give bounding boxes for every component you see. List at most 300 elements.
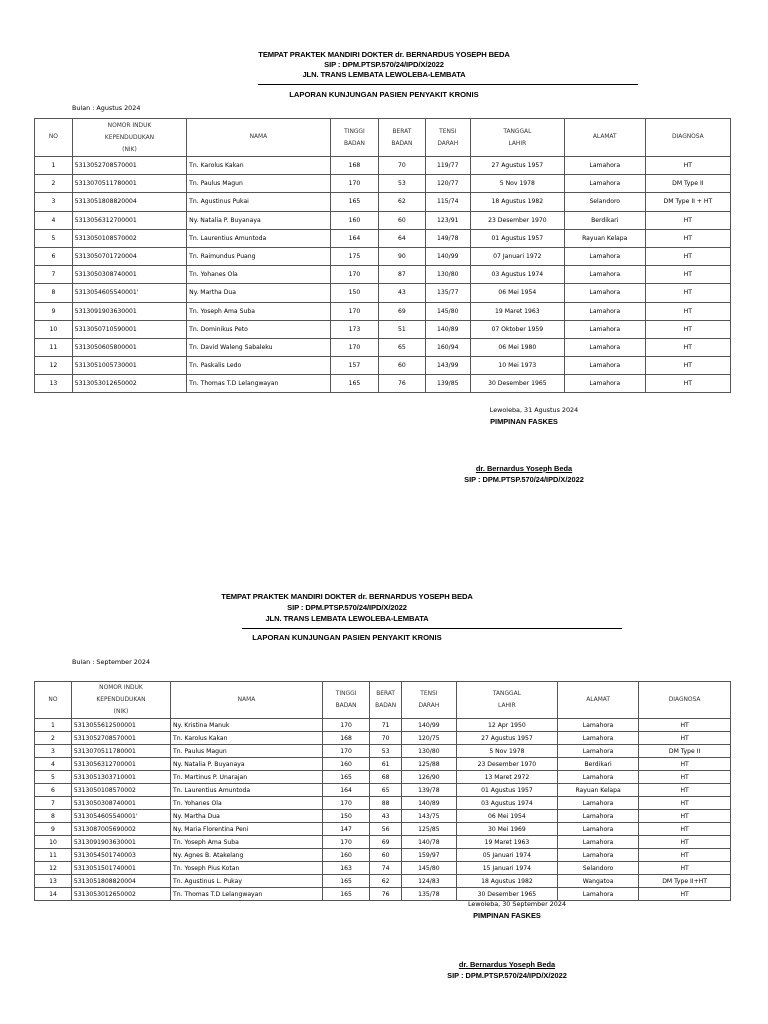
header-divider <box>258 84 638 85</box>
col-diagnosa: DIAGNOSA <box>645 119 730 157</box>
cell-no: 14 <box>35 888 72 901</box>
cell-tinggi-badan: 165 <box>330 375 379 393</box>
cell-diagnosa: HT <box>639 823 731 836</box>
table-row <box>35 797 731 810</box>
cell-nik: 5313050701720004 <box>72 247 186 265</box>
clinic-address: JLN. TRANS LEMBATA LEWOLEBA-LEMBATA <box>302 70 466 79</box>
cell-no: 8 <box>35 284 73 302</box>
patient-table <box>34 118 731 393</box>
cell-nama: Tn. Raimundus Puang <box>187 247 331 265</box>
cell-no: 12 <box>35 357 73 375</box>
signature-sip: SIP : DPM.PTSP.570/24/IPD/X/2022 <box>464 475 584 484</box>
cell-berat-badan: 87 <box>379 266 425 284</box>
cell-diagnosa: HT <box>639 836 731 849</box>
cell-diagnosa: HT <box>645 211 730 229</box>
cell-tensi-darah: 140/89 <box>425 320 470 338</box>
cell-tanggal-lahir: 19 Maret 1963 <box>456 836 557 849</box>
cell-nik: 5313053012650002 <box>71 888 170 901</box>
cell-alamat: Selandoro <box>558 862 639 875</box>
cell-no: 2 <box>35 175 73 193</box>
cell-tinggi-badan: 160 <box>330 211 379 229</box>
cell-alamat: Rayuan Kelapa <box>564 229 645 247</box>
cell-tinggi-badan: 170 <box>322 719 369 732</box>
cell-nik: 5313070511780001 <box>72 175 186 193</box>
cell-alamat: Lamahora <box>564 247 645 265</box>
cell-berat-badan: 88 <box>370 797 402 810</box>
table-row <box>35 771 731 784</box>
cell-nama: Tn. Karolus Kakan <box>187 157 331 175</box>
cell-tanggal-lahir: 10 Mei 1973 <box>470 357 564 375</box>
cell-nama: Ny. Kristina Manuk <box>171 719 323 732</box>
cell-berat-badan: 51 <box>379 320 425 338</box>
cell-tinggi-badan: 165 <box>330 193 379 211</box>
cell-berat-badan: 64 <box>379 229 425 247</box>
cell-tinggi-badan: 164 <box>322 784 369 797</box>
cell-berat-badan: 60 <box>379 211 425 229</box>
cell-tinggi-badan: 170 <box>322 745 369 758</box>
cell-alamat: Lamahora <box>558 888 639 901</box>
cell-berat-badan: 70 <box>379 157 425 175</box>
cell-nama: Tn. David Waleng Sabaleku <box>187 338 331 356</box>
cell-nama: Tn. Thomas T.D Lelangwayan <box>171 888 323 901</box>
signature-place-date: Lewoleba, 31 Agustus 2024 <box>489 406 579 414</box>
cell-no: 4 <box>35 758 72 771</box>
cell-alamat: Wangatoa <box>558 875 639 888</box>
cell-alamat: Berdikari <box>558 758 639 771</box>
cell-tensi-darah: 149/78 <box>425 229 470 247</box>
cell-tinggi-badan: 165 <box>322 875 369 888</box>
col-alamat: ALAMAT <box>564 119 645 157</box>
cell-diagnosa: HT <box>639 849 731 862</box>
cell-berat-badan: 60 <box>370 849 402 862</box>
cell-nik: 5313054605540001' <box>71 810 170 823</box>
cell-berat-badan: 43 <box>379 284 425 302</box>
table-row <box>35 193 731 211</box>
cell-no: 4 <box>35 211 73 229</box>
cell-no: 13 <box>35 875 72 888</box>
cell-tanggal-lahir: 27 Agustus 1957 <box>470 157 564 175</box>
cell-alamat: Lamahora <box>558 836 639 849</box>
cell-tinggi-badan: 157 <box>330 357 379 375</box>
cell-tinggi-badan: 160 <box>322 758 369 771</box>
table-row <box>35 810 731 823</box>
cell-nik: 5313055612500001 <box>71 719 170 732</box>
cell-nik: 5313087005690002 <box>71 823 170 836</box>
table-row <box>35 732 731 745</box>
cell-berat-badan: 53 <box>370 745 402 758</box>
cell-nama: Tn. Thomas T.D Lelangwayan <box>187 375 331 393</box>
cell-berat-badan: 53 <box>379 175 425 193</box>
cell-tanggal-lahir: 15 Januari 1974 <box>456 862 557 875</box>
cell-no: 9 <box>35 302 73 320</box>
cell-alamat: Lamahora <box>558 849 639 862</box>
cell-nama: Tn. Laurentius Amuntoda <box>171 784 323 797</box>
cell-no: 2 <box>35 732 72 745</box>
cell-tinggi-badan: 168 <box>322 732 369 745</box>
clinic-name: TEMPAT PRAKTEK MANDIRI DOKTER dr. BERNARDUS YOSEPH BEDA <box>221 592 473 601</box>
table-row <box>35 247 731 265</box>
cell-alamat: Berdikari <box>564 211 645 229</box>
cell-alamat: Lamahora <box>558 823 639 836</box>
table-row <box>35 338 731 356</box>
cell-diagnosa: HT <box>645 302 730 320</box>
table-row <box>35 266 731 284</box>
cell-diagnosa: HT <box>639 732 731 745</box>
report-title: LAPORAN KUNJUNGAN PASIEN PENYAKIT KRONIS <box>252 633 442 642</box>
cell-tensi-darah: 125/88 <box>401 758 456 771</box>
table-row <box>35 758 731 771</box>
cell-diagnosa: DM Type II <box>639 745 731 758</box>
cell-tanggal-lahir: 06 Mei 1980 <box>470 338 564 356</box>
cell-diagnosa: HT <box>639 862 731 875</box>
cell-berat-badan: 60 <box>379 357 425 375</box>
cell-tensi-darah: 140/89 <box>401 797 456 810</box>
cell-diagnosa: HT <box>639 758 731 771</box>
cell-tinggi-badan: 165 <box>322 771 369 784</box>
cell-berat-badan: 76 <box>370 888 402 901</box>
cell-diagnosa: HT <box>639 784 731 797</box>
cell-diagnosa: HT <box>639 810 731 823</box>
cell-nama: Tn. Paulus Magun <box>171 745 323 758</box>
cell-no: 3 <box>35 193 73 211</box>
cell-no: 1 <box>35 157 73 175</box>
cell-alamat: Lamahora <box>558 810 639 823</box>
cell-nik: 5313050308740001 <box>71 797 170 810</box>
signature-role: PIMPINAN FASKES <box>490 417 558 426</box>
cell-nama: Tn. Agustinus Pukai <box>187 193 331 211</box>
cell-nama: Ny. Natalia P. Buyanaya <box>187 211 331 229</box>
cell-tensi-darah: 139/85 <box>425 375 470 393</box>
signature-place-date: Lewoleba, 30 September 2024 <box>467 900 567 908</box>
cell-alamat: Lamahora <box>564 175 645 193</box>
col-no: NO <box>35 682 72 719</box>
cell-tensi-darah: 135/77 <box>425 284 470 302</box>
cell-tanggal-lahir: 13 Maret 2972 <box>456 771 557 784</box>
cell-alamat: Lamahora <box>564 302 645 320</box>
col-tensi-darah: TENSI DARAH <box>401 682 456 719</box>
signature-role: PIMPINAN FASKES <box>473 911 541 920</box>
table-row <box>35 888 731 901</box>
cell-tensi-darah: 143/75 <box>401 810 456 823</box>
cell-nama: Ny. Natalia P. Buyanaya <box>171 758 323 771</box>
cell-nik: 5313050108570002 <box>72 229 186 247</box>
cell-nik: 5313050108570002 <box>71 784 170 797</box>
cell-tensi-darah: 139/78 <box>401 784 456 797</box>
cell-tanggal-lahir: 5 Nov 1978 <box>470 175 564 193</box>
cell-tanggal-lahir: 06 Mei 1954 <box>456 810 557 823</box>
cell-alamat: Lamahora <box>564 338 645 356</box>
table-row <box>35 229 731 247</box>
cell-tinggi-badan: 150 <box>322 810 369 823</box>
table-row <box>35 284 731 302</box>
cell-tensi-darah: 140/78 <box>401 836 456 849</box>
col-diagnosa: DIAGNOSA <box>639 682 731 719</box>
cell-no: 8 <box>35 810 72 823</box>
cell-berat-badan: 43 <box>370 810 402 823</box>
cell-nama: Tn. Yoseph Ama Suba <box>187 302 331 320</box>
cell-tanggal-lahir: 12 Apr 1950 <box>456 719 557 732</box>
table-row <box>35 357 731 375</box>
cell-tinggi-badan: 150 <box>330 284 379 302</box>
cell-diagnosa: DM Type II <box>645 175 730 193</box>
cell-nama: Tn. Laurentius Amuntoda <box>187 229 331 247</box>
cell-nama: Tn. Paskalis Ledo <box>187 357 331 375</box>
cell-nama: Tn. Agustinus L. Pukay <box>171 875 323 888</box>
cell-tinggi-badan: 170 <box>322 836 369 849</box>
cell-berat-badan: 76 <box>379 375 425 393</box>
cell-alamat: Rayuan Kelapa <box>558 784 639 797</box>
cell-berat-badan: 65 <box>370 784 402 797</box>
cell-tanggal-lahir: 30 Desember 1965 <box>470 375 564 393</box>
cell-diagnosa: HT <box>645 284 730 302</box>
table-row <box>35 320 731 338</box>
col-tinggi-badan: TINGGI BADAN <box>322 682 369 719</box>
cell-alamat: Selandoro <box>564 193 645 211</box>
cell-tinggi-badan: 170 <box>330 338 379 356</box>
cell-tensi-darah: 159/97 <box>401 849 456 862</box>
cell-diagnosa: HT <box>645 338 730 356</box>
cell-diagnosa: HT <box>645 266 730 284</box>
cell-tensi-darah: 130/80 <box>425 266 470 284</box>
table-row <box>35 302 731 320</box>
cell-tensi-darah: 160/94 <box>425 338 470 356</box>
cell-no: 5 <box>35 229 73 247</box>
cell-tanggal-lahir: 18 Agustus 1982 <box>470 193 564 211</box>
cell-tensi-darah: 123/91 <box>425 211 470 229</box>
cell-tanggal-lahir: 07 Oktober 1959 <box>470 320 564 338</box>
cell-nik: 5313070511780001 <box>71 745 170 758</box>
cell-berat-badan: 61 <box>370 758 402 771</box>
cell-diagnosa: HT <box>639 797 731 810</box>
col-nik: NOMOR INDUK KEPENDUDUKAN (NIK) <box>72 119 186 157</box>
col-no: NO <box>35 119 73 157</box>
cell-tinggi-badan: 163 <box>322 862 369 875</box>
cell-no: 10 <box>35 836 72 849</box>
table-row <box>35 745 731 758</box>
cell-nik: 5313050308740001 <box>72 266 186 284</box>
cell-no: 11 <box>35 849 72 862</box>
cell-diagnosa: HT <box>639 719 731 732</box>
cell-tensi-darah: 135/78 <box>401 888 456 901</box>
cell-alamat: Lamahora <box>558 745 639 758</box>
table-row <box>35 375 731 393</box>
cell-nama: Ny. Martha Dua <box>187 284 331 302</box>
cell-nama: Ny. Agnes B. Atakelang <box>171 849 323 862</box>
col-tanggal-lahir: TANGGAL LAHIR <box>456 682 557 719</box>
cell-berat-badan: 69 <box>379 302 425 320</box>
cell-alamat: Lamahora <box>564 266 645 284</box>
cell-nama: Ny. Maria Florentina Peni <box>171 823 323 836</box>
signature-name: dr. Bernardus Yoseph Beda <box>475 464 573 473</box>
cell-tanggal-lahir: 23 Desember 1970 <box>456 758 557 771</box>
cell-nik: 5313051808820004 <box>71 875 170 888</box>
cell-tanggal-lahir: 5 Nov 1978 <box>456 745 557 758</box>
cell-tensi-darah: 143/99 <box>425 357 470 375</box>
cell-tinggi-badan: 170 <box>330 266 379 284</box>
clinic-sip: SIP : DPM.PTSP.570/24/IPD/X/2022 <box>287 603 407 612</box>
clinic-address: JLN. TRANS LEMBATA LEWOLEBA-LEMBATA <box>265 614 429 623</box>
cell-alamat: Lamahora <box>564 284 645 302</box>
cell-berat-badan: 70 <box>370 732 402 745</box>
cell-no: 6 <box>35 247 73 265</box>
cell-alamat: Lamahora <box>564 375 645 393</box>
cell-tensi-darah: 120/75 <box>401 732 456 745</box>
cell-alamat: Lamahora <box>564 357 645 375</box>
cell-nama: Tn. Yohanes Ola <box>187 266 331 284</box>
table-row <box>35 211 731 229</box>
cell-tinggi-badan: 175 <box>330 247 379 265</box>
cell-tensi-darah: 115/74 <box>425 193 470 211</box>
cell-tanggal-lahir: 30 Desember 1965 <box>456 888 557 901</box>
cell-berat-badan: 68 <box>370 771 402 784</box>
cell-no: 7 <box>35 266 73 284</box>
cell-no: 6 <box>35 784 72 797</box>
cell-nik: 5313052708570001 <box>71 732 170 745</box>
table-row <box>35 157 731 175</box>
report-month: Bulan : September 2024 <box>72 658 151 666</box>
cell-tanggal-lahir: 05 Januari 1974 <box>456 849 557 862</box>
table-body <box>35 719 731 901</box>
cell-no: 10 <box>35 320 73 338</box>
cell-tinggi-badan: 165 <box>322 888 369 901</box>
cell-tinggi-badan: 170 <box>322 797 369 810</box>
col-nama: NAMA <box>187 119 331 157</box>
cell-nik: 5313054501740003 <box>71 849 170 862</box>
cell-tensi-darah: 119/77 <box>425 157 470 175</box>
table-row <box>35 784 731 797</box>
cell-no: 13 <box>35 375 73 393</box>
cell-nik: 5313056312700001 <box>72 211 186 229</box>
cell-nik: 5313050710590001 <box>72 320 186 338</box>
signature-sip: SIP : DPM.PTSP.570/24/IPD/X/2022 <box>447 971 567 980</box>
cell-tinggi-badan: 170 <box>330 175 379 193</box>
cell-berat-badan: 71 <box>370 719 402 732</box>
cell-no: 12 <box>35 862 72 875</box>
cell-tensi-darah: 120/77 <box>425 175 470 193</box>
cell-nama: Tn. Paulus Magun <box>187 175 331 193</box>
cell-nik: 5313053012650002 <box>72 375 186 393</box>
cell-nik: 5313054605540001' <box>72 284 186 302</box>
report-title: LAPORAN KUNJUNGAN PASIEN PENYAKIT KRONIS <box>289 90 479 99</box>
cell-tinggi-badan: 147 <box>322 823 369 836</box>
cell-tinggi-badan: 160 <box>322 849 369 862</box>
cell-berat-badan: 62 <box>370 875 402 888</box>
cell-nama: Tn. Karolus Kakan <box>171 732 323 745</box>
cell-berat-badan: 62 <box>379 193 425 211</box>
cell-nama: Tn. Yohanes Ola <box>171 797 323 810</box>
patient-table <box>34 681 731 901</box>
cell-tinggi-badan: 170 <box>330 302 379 320</box>
clinic-sip: SIP : DPM.PTSP.570/24/IPD/X/2022 <box>324 60 444 69</box>
table-row <box>35 719 731 732</box>
cell-nik: 5313056312700001 <box>71 758 170 771</box>
cell-berat-badan: 74 <box>370 862 402 875</box>
cell-tanggal-lahir: 23 Desember 1970 <box>470 211 564 229</box>
cell-nama: Tn. Martinus P. Unarajan <box>171 771 323 784</box>
cell-alamat: Lamahora <box>558 719 639 732</box>
cell-alamat: Lamahora <box>564 320 645 338</box>
cell-diagnosa: HT <box>639 888 731 901</box>
cell-tensi-darah: 130/80 <box>401 745 456 758</box>
cell-tanggal-lahir: 03 Agustus 1974 <box>470 266 564 284</box>
cell-tensi-darah: 140/99 <box>401 719 456 732</box>
col-alamat: ALAMAT <box>558 682 639 719</box>
cell-diagnosa: HT <box>645 357 730 375</box>
cell-alamat: Lamahora <box>558 771 639 784</box>
col-berat-badan: BERAT BADAN <box>379 119 425 157</box>
cell-tensi-darah: 124/83 <box>401 875 456 888</box>
cell-tanggal-lahir: 30 Mei 1969 <box>456 823 557 836</box>
cell-no: 11 <box>35 338 73 356</box>
cell-tanggal-lahir: 07 Januari 1972 <box>470 247 564 265</box>
cell-tinggi-badan: 164 <box>330 229 379 247</box>
cell-diagnosa: HT <box>645 375 730 393</box>
cell-tanggal-lahir: 01 Agustus 1957 <box>470 229 564 247</box>
cell-berat-badan: 90 <box>379 247 425 265</box>
cell-nik: 5313052708570001 <box>72 157 186 175</box>
table-row <box>35 175 731 193</box>
table-row <box>35 823 731 836</box>
table-row <box>35 875 731 888</box>
cell-alamat: Lamahora <box>558 732 639 745</box>
col-tensi-darah: TENSI DARAH <box>425 119 470 157</box>
table-header-row <box>35 682 731 719</box>
cell-no: 9 <box>35 823 72 836</box>
cell-tensi-darah: 140/99 <box>425 247 470 265</box>
col-tinggi-badan: TINGGI BADAN <box>330 119 379 157</box>
cell-tinggi-badan: 173 <box>330 320 379 338</box>
cell-tensi-darah: 125/85 <box>401 823 456 836</box>
table-body <box>35 157 731 393</box>
cell-diagnosa: HT <box>645 247 730 265</box>
cell-diagnosa: HT <box>645 157 730 175</box>
cell-alamat: Lamahora <box>558 797 639 810</box>
cell-nik: 5313051303710001 <box>71 771 170 784</box>
cell-tinggi-badan: 168 <box>330 157 379 175</box>
table-row <box>35 849 731 862</box>
col-nik: NOMOR INDUK KEPENDUDUKAN (NIK) <box>71 682 170 719</box>
report-month: Bulan : Agustus 2024 <box>72 104 141 112</box>
cell-tanggal-lahir: 19 Maret 1963 <box>470 302 564 320</box>
cell-diagnosa: DM Type II+HT <box>639 875 731 888</box>
table-row <box>35 836 731 849</box>
cell-tensi-darah: 145/80 <box>401 862 456 875</box>
cell-berat-badan: 65 <box>379 338 425 356</box>
cell-berat-badan: 69 <box>370 836 402 849</box>
cell-nik: 5313091903630001 <box>71 836 170 849</box>
cell-no: 3 <box>35 745 72 758</box>
cell-diagnosa: DM Type II + HT <box>645 193 730 211</box>
cell-tanggal-lahir: 06 Mei 1954 <box>470 284 564 302</box>
cell-no: 1 <box>35 719 72 732</box>
signature-name: dr. Bernardus Yoseph Beda <box>458 960 556 969</box>
col-berat-badan: BERAT BADAN <box>370 682 402 719</box>
cell-diagnosa: HT <box>645 229 730 247</box>
clinic-name: TEMPAT PRAKTEK MANDIRI DOKTER dr. BERNARDUS YOSEPH BEDA <box>258 50 510 59</box>
cell-tanggal-lahir: 18 Agustus 1982 <box>456 875 557 888</box>
cell-nik: 5313051005730001 <box>72 357 186 375</box>
cell-tensi-darah: 145/80 <box>425 302 470 320</box>
cell-nik: 5313050605800001 <box>72 338 186 356</box>
table-row <box>35 862 731 875</box>
cell-berat-badan: 56 <box>370 823 402 836</box>
cell-nama: Ny. Martha Dua <box>171 810 323 823</box>
cell-tanggal-lahir: 27 Agustus 1957 <box>456 732 557 745</box>
col-tanggal-lahir: TANGGAL LAHIR <box>470 119 564 157</box>
cell-nik: 5313051808820004 <box>72 193 186 211</box>
cell-diagnosa: HT <box>639 771 731 784</box>
table-header-row <box>35 119 731 157</box>
